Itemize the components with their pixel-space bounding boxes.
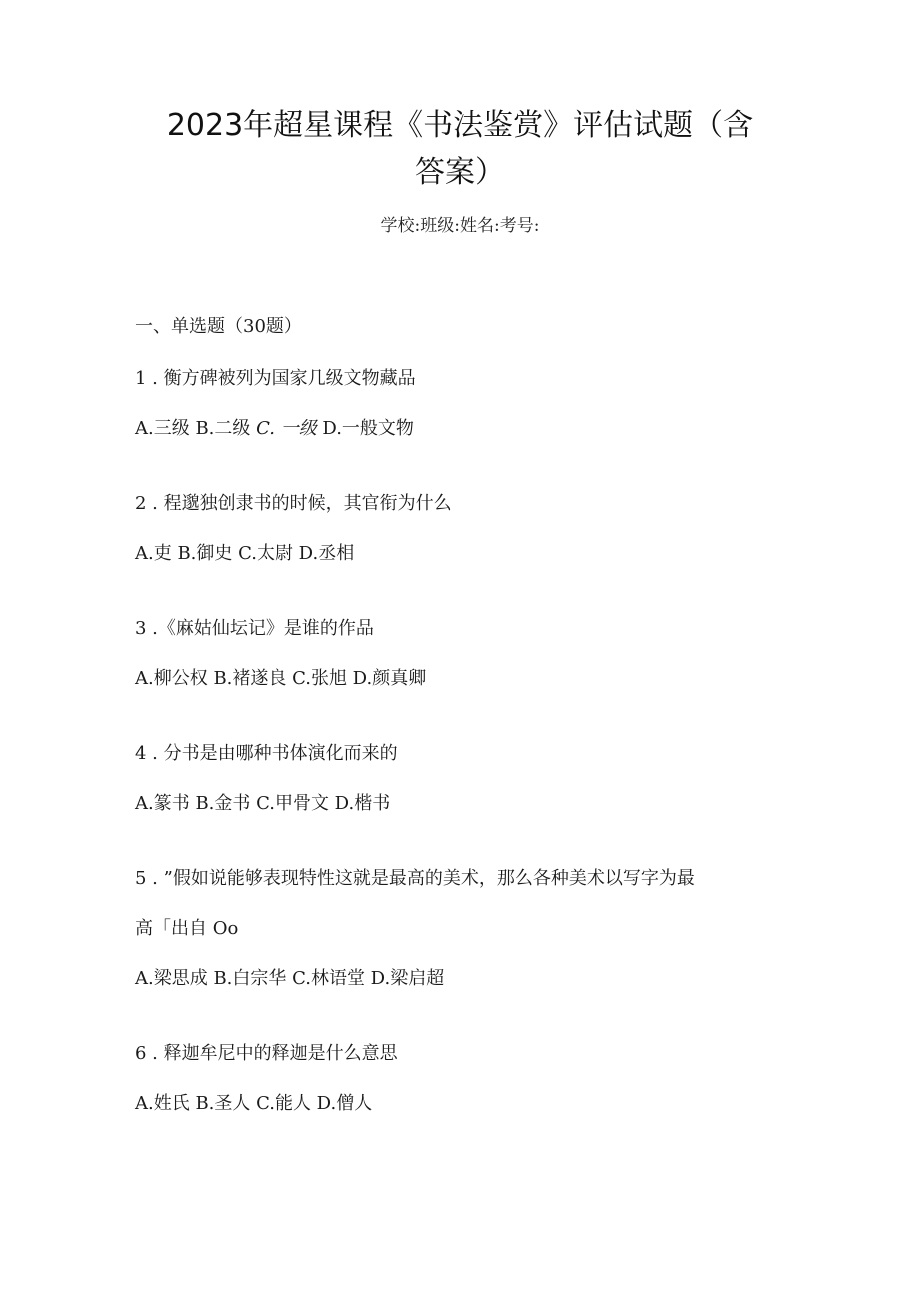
section-heading: 一、单选题（30题） [135,316,302,337]
question-3-options: A.柳公权 B.褚遂良 C.张旭 D.颜真卿 [135,668,427,689]
question-5-options: A.梁思成 B.白宗华 C.林语堂 D.梁启超 [135,968,445,989]
question-4-options: A.篆书 B.金书 C.甲骨文 D.楷书 [135,793,391,814]
document-title-line-1: 2023年超星课程《书法鉴赏》评估试题（含 [166,108,754,143]
question-1-options-part-a: A.三级 B.二级 [135,418,257,439]
question-3-stem: 3 .《麻姑仙坛记》是谁的作品 [135,618,374,639]
question-2-options: A.吏 B.御史 C.太尉 D.丞相 [135,543,355,564]
question-1-options [135,416,414,442]
question-2-stem: 2 . 程邈独创隶书的时候，其官衔为什么 [135,493,452,514]
question-1-options-part-b: D.一般文物 [316,418,414,439]
question-4-stem: 4 . 分书是由哪种书体演化而来的 [135,743,398,764]
question-6-options: A.姓氏 B.圣人 C.能人 D.僧人 [135,1093,373,1114]
question-5-stem-continued: 高「出自 Oo [135,918,239,939]
question-5-stem: 5 . ”假如说能够表现特性这就是最高的美术，那么各种美术以写字为最 [135,868,695,889]
student-info-line: 学校:班级:姓名:考号: [380,216,540,236]
question-1-stem: 1 . 衡方碑被列为国家几级文物藏品 [135,368,416,389]
question-6-stem: 6 . 释迦牟尼中的释迦是什么意思 [135,1043,398,1064]
question-1-options-italic: C. 一级 [256,418,317,439]
document-title-line-2: 答案） [415,155,505,190]
